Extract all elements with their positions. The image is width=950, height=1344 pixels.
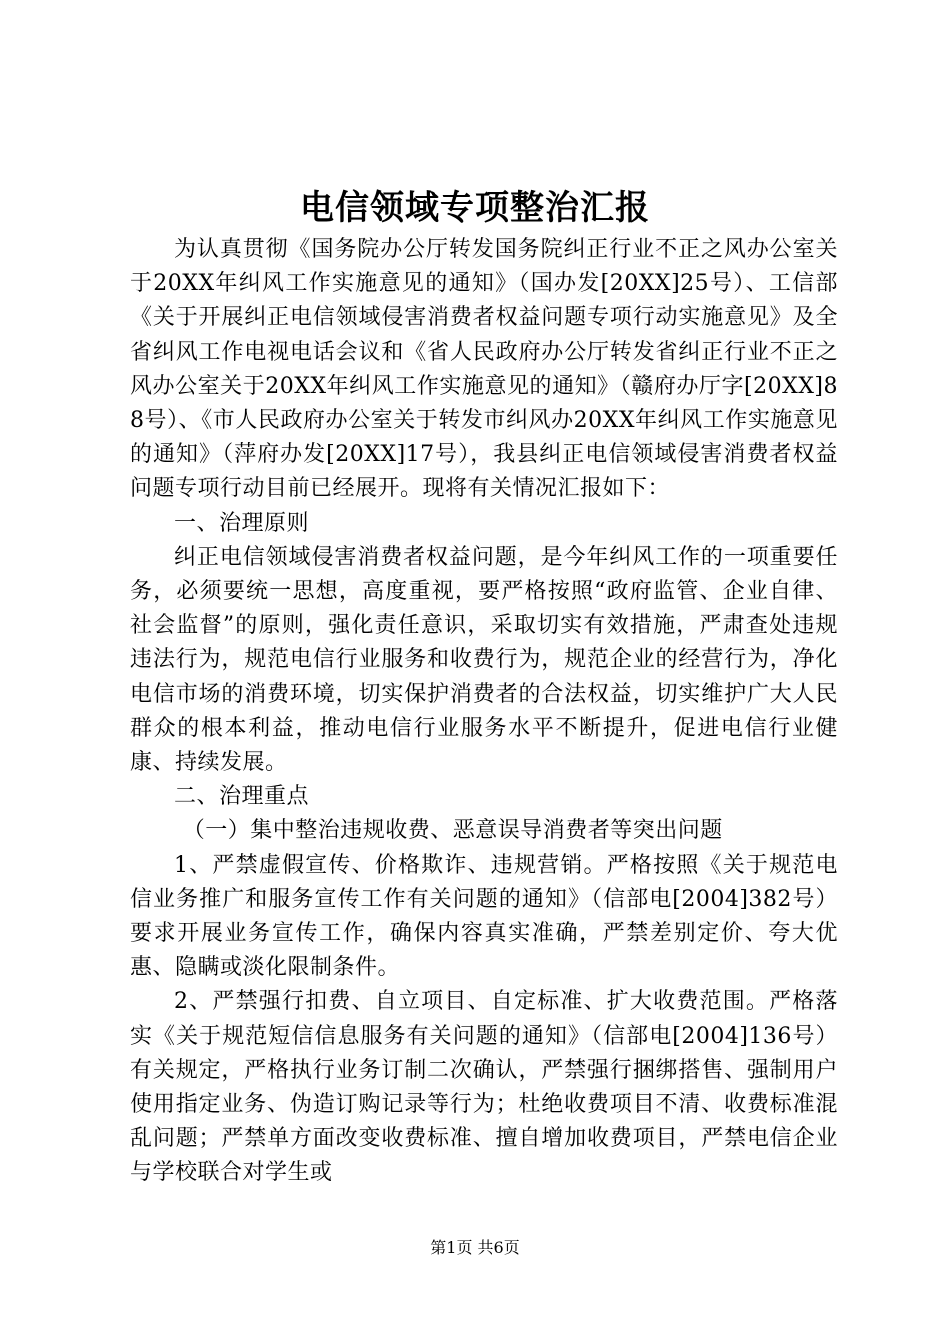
intro-paragraph: 为认真贯彻《国务院办公厅转发国务院纠正行业不正之风办公室关于20XX年纠风工作实施意见的通知》（国办发[20XX]25号）、工信部《关于开展纠正电信领域侵害消费者权益问题专项行动实施意见》及全省纠风工作电视电话会议和《省人民政府办公厅转发省纠正行业不正之风办公室关于20XX年纠风工作实施意见的通知》（赣府办厅字[20XX]88号）、《市人民政府办公室关于转发市纠风办20XX年纠风工作实施意见的通知》（萍府办发[20XX]17号），我县纠正电信领域侵害消费者权益问题专项行动目前已经展开。现将有关情况汇报如下： [130,237,838,502]
page-number-footer: 第1页 共6页 [430,1238,520,1257]
item-2-paragraph: 2、严禁强行扣费、自立项目、自定标准、扩大收费范围。严格落实《关于规范短信信息服务有关问题的通知》（信部电[2004]136号）有关规定，严格执行业务订制二次确认，严禁强行捆绑搭售、强制用户使用指定业务、伪造订购记录等行为；杜绝收费项目不清、收费标准混乱问题；严禁单方面改变收费标准、擅自增加收费项目，严禁电信企业与学校联合对学生或 [130,989,838,1186]
subsection-heading: （一）集中整治违规收费、恶意误导消费者等突出问题 [182,818,723,844]
document-body [130,233,838,1191]
document-title: 电信领域专项整治汇报 [300,188,650,228]
item-1-paragraph: 1、严禁虚假宣传、价格欺诈、违规营销。严格按照《关于规范电信业务推广和服务宣传工作有关问题的通知》（信部电[2004]382号）要求开展业务宣传工作，确保内容真实准确，严禁差别定价、夸大优惠、隐瞒或淡化限制条件。 [130,852,838,981]
section-heading-focus: 二、治理重点 [174,784,310,810]
section-heading-principles: 一、治理原则 [174,510,310,536]
principles-paragraph: 纠正电信领域侵害消费者权益问题，是今年纠风工作的一项重要任务，必须要统一思想，高度重视，要严格按照“政府监管、企业自律、社会监督”的原则，强化责任意识，采取切实有效措施，严肃查处违规违法行为，规范电信行业服务和收费行为，规范企业的经营行为，净化电信市场的消费环境，切实保护消费者的合法权益，切实维护广大人民群众的根本利益，推动电信行业服务水平不断提升，促进电信行业健康、持续发展。 [130,544,838,776]
